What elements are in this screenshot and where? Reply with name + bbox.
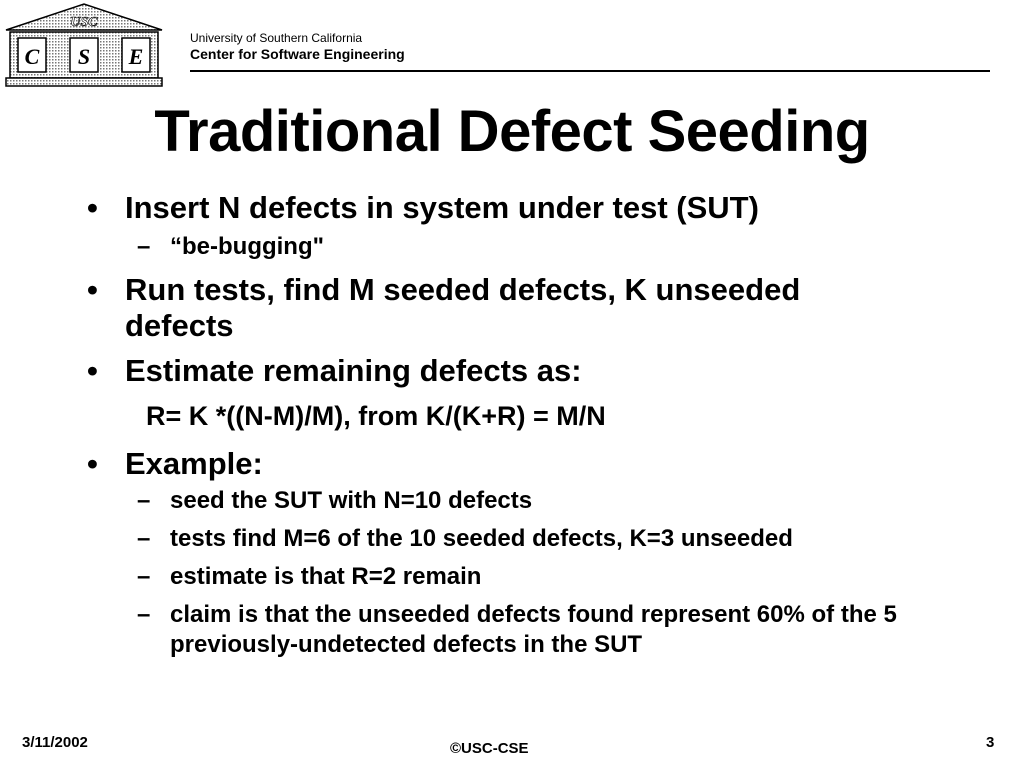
dash-marker: – bbox=[137, 233, 151, 260]
svg-text:E: E bbox=[128, 44, 144, 69]
bullet-marker: • bbox=[87, 353, 98, 388]
bullet-marker: • bbox=[87, 446, 98, 481]
footer-date: 3/11/2002 bbox=[22, 734, 88, 751]
dash-marker: – bbox=[137, 601, 151, 628]
svg-text:C: C bbox=[24, 44, 40, 69]
sub-bullet-item: seed the SUT with N=10 defects bbox=[170, 487, 533, 514]
dash-marker: – bbox=[137, 563, 151, 590]
bullet-item: Run tests, find M seeded defects, K unseeded defects bbox=[125, 272, 801, 343]
footer-copyright: ©USC-CSE bbox=[450, 740, 529, 757]
page-number: 3 bbox=[986, 734, 995, 751]
university-name: University of Southern California bbox=[190, 31, 363, 45]
slide-title: Traditional Defect Seeding bbox=[154, 99, 870, 164]
svg-text:USC: USC bbox=[70, 15, 98, 30]
bullet-item: Example: bbox=[125, 446, 263, 481]
bullet-marker: • bbox=[87, 190, 98, 225]
sub-bullet-item: “be-bugging" bbox=[170, 233, 325, 260]
sub-bullet-item: estimate is that R=2 remain bbox=[170, 563, 482, 590]
sub-bullet-item: claim is that the unseeded defects found represent 60% of the 5 previously-undetected defects in the SUT bbox=[170, 601, 897, 658]
bullet-marker: • bbox=[87, 272, 98, 307]
bullet-item: Insert N defects in system under test (SUT) bbox=[125, 190, 759, 225]
sub-bullet-item: tests find M=6 of the 10 seeded defects, K=3 unseeded bbox=[170, 525, 793, 552]
dash-marker: – bbox=[137, 487, 151, 514]
svg-text:S: S bbox=[77, 44, 91, 69]
dash-marker: – bbox=[137, 525, 151, 552]
formula: R= K *((N-M)/M), from K/(K+R) = M/N bbox=[146, 401, 606, 431]
bullet-item: Estimate remaining defects as: bbox=[125, 353, 582, 388]
center-name: Center for Software Engineering bbox=[190, 45, 405, 62]
